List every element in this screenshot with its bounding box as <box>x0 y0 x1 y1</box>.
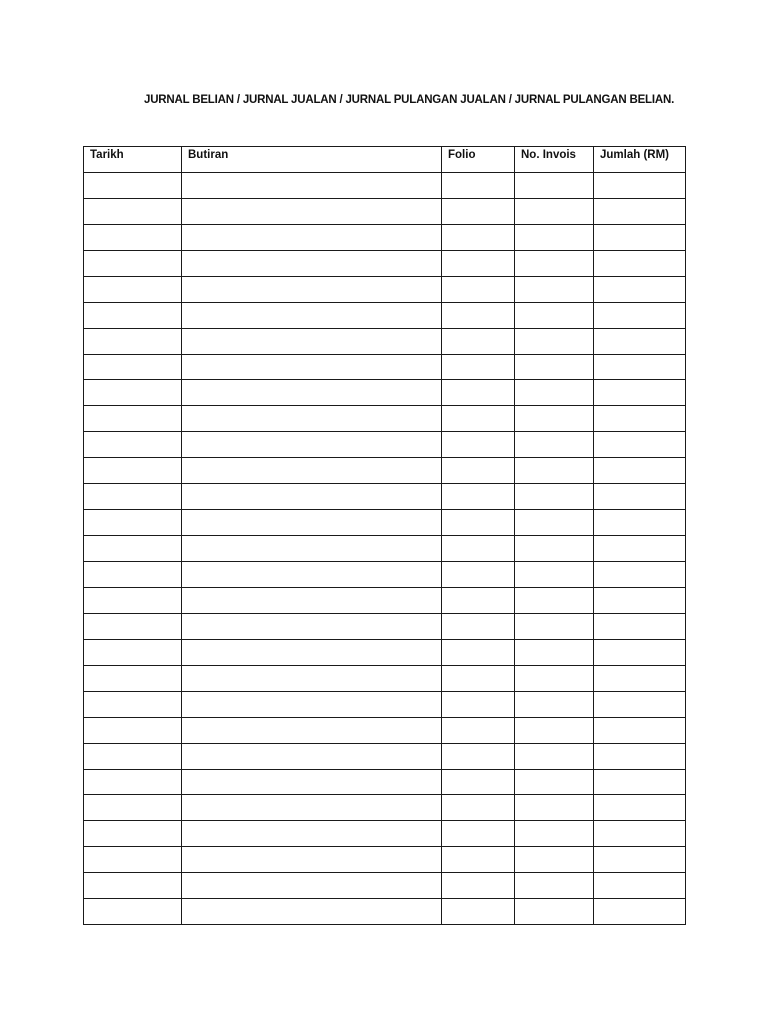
no-invois-cell <box>515 665 594 691</box>
jumlah-cell <box>594 380 686 406</box>
folio-cell <box>442 224 515 250</box>
no-invois-cell <box>515 587 594 613</box>
table-row <box>84 302 686 328</box>
tarikh-cell <box>84 276 182 302</box>
table-row <box>84 691 686 717</box>
jumlah-cell <box>594 250 686 276</box>
table-row <box>84 743 686 769</box>
no-invois-cell <box>515 847 594 873</box>
jumlah-cell <box>594 587 686 613</box>
jumlah-cell <box>594 354 686 380</box>
table-row <box>84 717 686 743</box>
no-invois-cell <box>515 484 594 510</box>
column-header-tarikh: Tarikh <box>84 147 182 173</box>
no-invois-cell <box>515 406 594 432</box>
jumlah-cell <box>594 172 686 198</box>
folio-cell <box>442 510 515 536</box>
table-row <box>84 172 686 198</box>
no-invois-cell <box>515 639 594 665</box>
folio-cell <box>442 587 515 613</box>
jumlah-cell <box>594 769 686 795</box>
butiran-cell <box>182 587 442 613</box>
tarikh-cell <box>84 873 182 899</box>
jumlah-cell <box>594 717 686 743</box>
jumlah-cell <box>594 328 686 354</box>
tarikh-cell <box>84 536 182 562</box>
jumlah-cell <box>594 224 686 250</box>
tarikh-cell <box>84 613 182 639</box>
folio-cell <box>442 250 515 276</box>
table-row <box>84 380 686 406</box>
folio-cell <box>442 562 515 588</box>
tarikh-cell <box>84 847 182 873</box>
tarikh-cell <box>84 432 182 458</box>
folio-cell <box>442 717 515 743</box>
no-invois-cell <box>515 198 594 224</box>
folio-cell <box>442 458 515 484</box>
butiran-cell <box>182 510 442 536</box>
jumlah-cell <box>594 691 686 717</box>
folio-cell <box>442 743 515 769</box>
jumlah-cell <box>594 665 686 691</box>
folio-cell <box>442 302 515 328</box>
journal-table-header <box>84 147 686 173</box>
table-row <box>84 562 686 588</box>
journal-table-body <box>84 172 686 924</box>
butiran-cell <box>182 769 442 795</box>
table-row <box>84 587 686 613</box>
butiran-cell <box>182 562 442 588</box>
table-row <box>84 198 686 224</box>
butiran-cell <box>182 899 442 925</box>
butiran-cell <box>182 691 442 717</box>
table-row <box>84 510 686 536</box>
column-header-jumlah: Jumlah (RM) <box>594 147 686 173</box>
jumlah-cell <box>594 302 686 328</box>
butiran-cell <box>182 354 442 380</box>
butiran-cell <box>182 743 442 769</box>
folio-cell <box>442 432 515 458</box>
tarikh-cell <box>84 899 182 925</box>
tarikh-cell <box>84 250 182 276</box>
butiran-cell <box>182 795 442 821</box>
folio-cell <box>442 847 515 873</box>
butiran-cell <box>182 458 442 484</box>
jumlah-cell <box>594 406 686 432</box>
table-row <box>84 795 686 821</box>
jumlah-cell <box>594 562 686 588</box>
butiran-cell <box>182 613 442 639</box>
tarikh-cell <box>84 510 182 536</box>
butiran-cell <box>182 224 442 250</box>
tarikh-cell <box>84 302 182 328</box>
table-row <box>84 458 686 484</box>
butiran-cell <box>182 665 442 691</box>
folio-cell <box>442 769 515 795</box>
no-invois-cell <box>515 172 594 198</box>
no-invois-cell <box>515 743 594 769</box>
tarikh-cell <box>84 484 182 510</box>
no-invois-cell <box>515 899 594 925</box>
tarikh-cell <box>84 224 182 250</box>
no-invois-cell <box>515 769 594 795</box>
no-invois-cell <box>515 536 594 562</box>
column-header-butiran: Butiran <box>182 147 442 173</box>
jumlah-cell <box>594 821 686 847</box>
header-row <box>84 147 686 173</box>
butiran-cell <box>182 328 442 354</box>
tarikh-cell <box>84 380 182 406</box>
jumlah-cell <box>594 510 686 536</box>
no-invois-cell <box>515 380 594 406</box>
no-invois-cell <box>515 873 594 899</box>
no-invois-cell <box>515 432 594 458</box>
butiran-cell <box>182 276 442 302</box>
tarikh-cell <box>84 198 182 224</box>
tarikh-cell <box>84 406 182 432</box>
tarikh-cell <box>84 172 182 198</box>
folio-cell <box>442 276 515 302</box>
jumlah-cell <box>594 847 686 873</box>
butiran-cell <box>182 821 442 847</box>
folio-cell <box>442 873 515 899</box>
tarikh-cell <box>84 691 182 717</box>
jumlah-cell <box>594 276 686 302</box>
table-row <box>84 224 686 250</box>
butiran-cell <box>182 484 442 510</box>
tarikh-cell <box>84 717 182 743</box>
table-row <box>84 354 686 380</box>
folio-cell <box>442 899 515 925</box>
tarikh-cell <box>84 743 182 769</box>
no-invois-cell <box>515 276 594 302</box>
no-invois-cell <box>515 224 594 250</box>
no-invois-cell <box>515 717 594 743</box>
journal-table <box>83 146 686 925</box>
table-row <box>84 276 686 302</box>
tarikh-cell <box>84 769 182 795</box>
no-invois-cell <box>515 302 594 328</box>
table-row <box>84 536 686 562</box>
tarikh-cell <box>84 639 182 665</box>
folio-cell <box>442 821 515 847</box>
table-row <box>84 406 686 432</box>
table-row <box>84 665 686 691</box>
no-invois-cell <box>515 821 594 847</box>
folio-cell <box>442 613 515 639</box>
jumlah-cell <box>594 639 686 665</box>
no-invois-cell <box>515 795 594 821</box>
folio-cell <box>442 328 515 354</box>
table-row <box>84 873 686 899</box>
jumlah-cell <box>594 432 686 458</box>
tarikh-cell <box>84 354 182 380</box>
folio-cell <box>442 354 515 380</box>
column-header-folio: Folio <box>442 147 515 173</box>
butiran-cell <box>182 847 442 873</box>
butiran-cell <box>182 536 442 562</box>
jumlah-cell <box>594 458 686 484</box>
table-row <box>84 250 686 276</box>
no-invois-cell <box>515 691 594 717</box>
folio-cell <box>442 484 515 510</box>
jumlah-cell <box>594 873 686 899</box>
table-row <box>84 432 686 458</box>
no-invois-cell <box>515 562 594 588</box>
tarikh-cell <box>84 665 182 691</box>
tarikh-cell <box>84 821 182 847</box>
no-invois-cell <box>515 458 594 484</box>
tarikh-cell <box>84 458 182 484</box>
jumlah-cell <box>594 613 686 639</box>
butiran-cell <box>182 432 442 458</box>
butiran-cell <box>182 302 442 328</box>
butiran-cell <box>182 717 442 743</box>
folio-cell <box>442 665 515 691</box>
tarikh-cell <box>84 562 182 588</box>
no-invois-cell <box>515 613 594 639</box>
table-row <box>84 769 686 795</box>
butiran-cell <box>182 873 442 899</box>
table-row <box>84 484 686 510</box>
folio-cell <box>442 795 515 821</box>
folio-cell <box>442 198 515 224</box>
tarikh-cell <box>84 328 182 354</box>
table-row <box>84 328 686 354</box>
butiran-cell <box>182 639 442 665</box>
jumlah-cell <box>594 795 686 821</box>
butiran-cell <box>182 198 442 224</box>
folio-cell <box>442 536 515 562</box>
butiran-cell <box>182 380 442 406</box>
folio-cell <box>442 406 515 432</box>
tarikh-cell <box>84 587 182 613</box>
jumlah-cell <box>594 484 686 510</box>
jumlah-cell <box>594 198 686 224</box>
table-row <box>84 899 686 925</box>
no-invois-cell <box>515 510 594 536</box>
butiran-cell <box>182 406 442 432</box>
document-title: JURNAL BELIAN / JURNAL JUALAN / JURNAL PULANGAN JUALAN / JURNAL PULANGAN BELIAN. <box>144 94 675 106</box>
table-row <box>84 613 686 639</box>
no-invois-cell <box>515 354 594 380</box>
folio-cell <box>442 380 515 406</box>
column-header-no-invois: No. Invois <box>515 147 594 173</box>
table-row <box>84 821 686 847</box>
no-invois-cell <box>515 328 594 354</box>
table-row <box>84 639 686 665</box>
folio-cell <box>442 639 515 665</box>
table-row <box>84 847 686 873</box>
no-invois-cell <box>515 250 594 276</box>
jumlah-cell <box>594 536 686 562</box>
folio-cell <box>442 691 515 717</box>
butiran-cell <box>182 250 442 276</box>
jumlah-cell <box>594 899 686 925</box>
butiran-cell <box>182 172 442 198</box>
tarikh-cell <box>84 795 182 821</box>
jumlah-cell <box>594 743 686 769</box>
folio-cell <box>442 172 515 198</box>
